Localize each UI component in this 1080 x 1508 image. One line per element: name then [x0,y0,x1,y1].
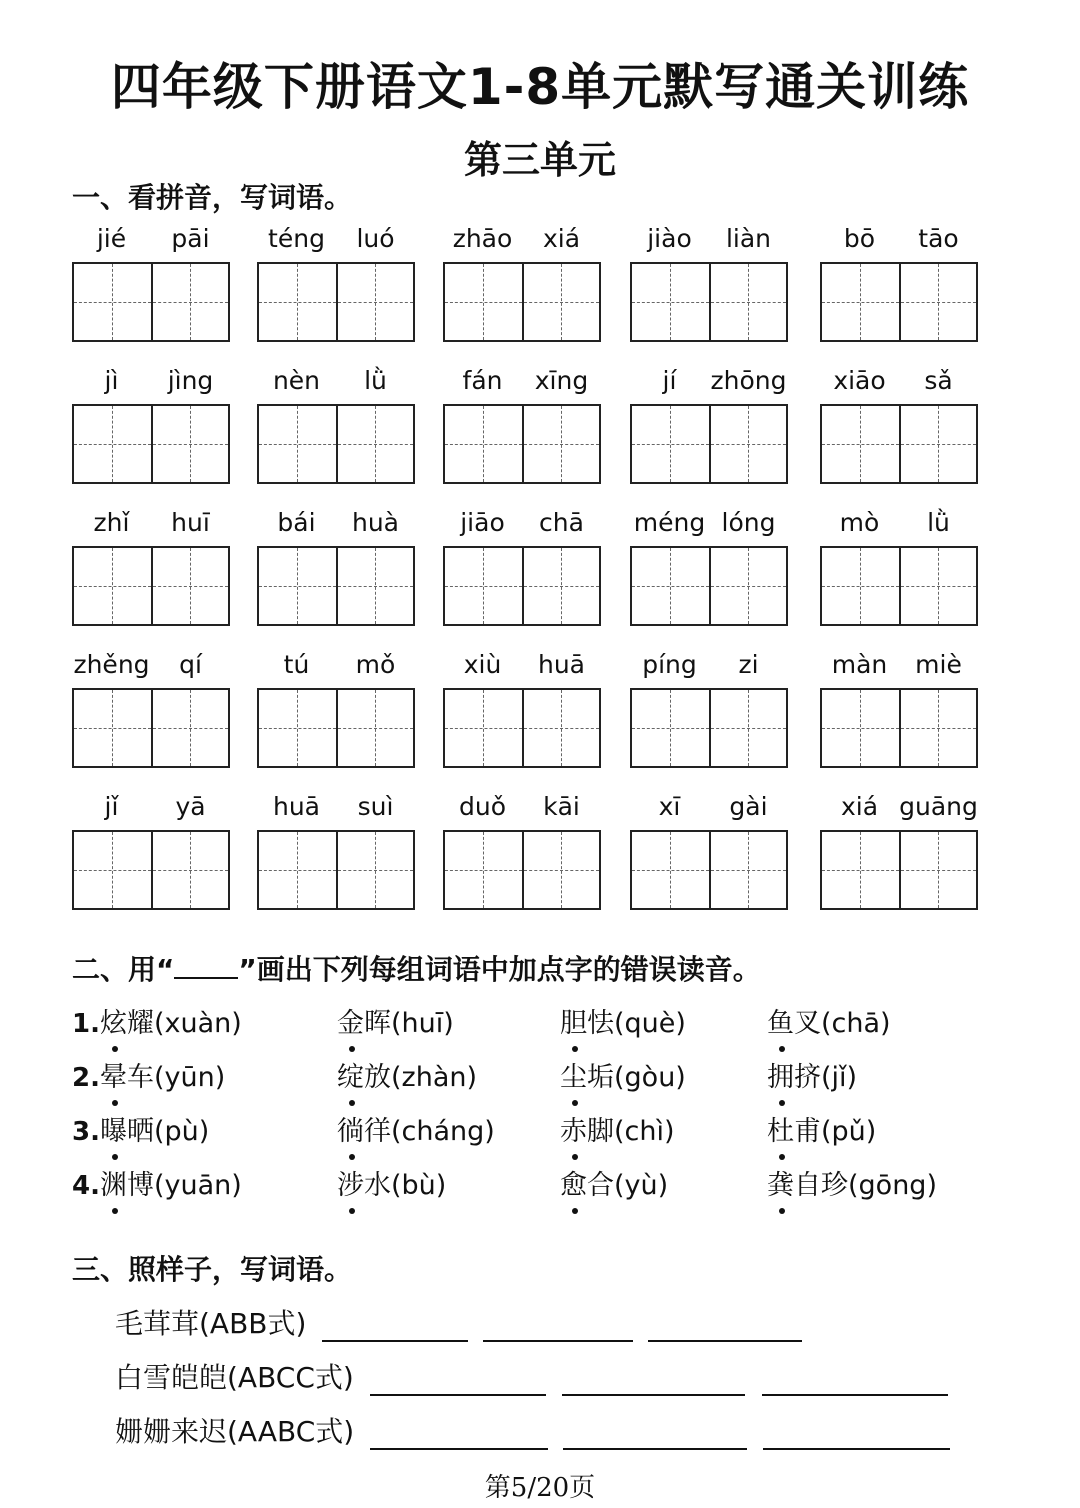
question-row [72,1004,1032,1048]
pinyin-syllable: zi [738,650,759,679]
word-with-pinyin[interactable]: 胆怯(què) [560,1008,686,1039]
tianzige-cell[interactable] [259,690,336,766]
pinyin-word [820,222,978,256]
writing-boxes[interactable] [443,404,601,484]
pinyin-row [630,648,788,682]
pinyin-row [72,506,230,540]
emphasis-dot [112,1100,118,1106]
pinyin-syllable: chā [539,508,584,537]
pinyin-word [630,364,788,398]
pinyin-syllable: méng [633,508,706,537]
pinyin-syllable: nèn [272,366,321,395]
pinyin-row [257,222,415,256]
pinyin-row [72,790,230,824]
writing-boxes[interactable] [72,404,230,484]
pinyin-row [257,506,415,540]
answer-blank[interactable] [370,1448,548,1450]
tianzige-cell[interactable] [522,406,599,482]
emphasis-dot [572,1046,578,1052]
answer-blank[interactable] [762,1394,948,1396]
tianzige-cell[interactable] [522,264,599,340]
pinyin-word [630,648,788,682]
pinyin-syllable: bái [277,508,316,537]
pinyin-syllable: kāi [543,792,580,821]
word-with-pinyin[interactable]: 曝晒(pù) [100,1116,210,1147]
pinyin-syllable: jìng [167,366,214,395]
pinyin-syllable: píng [642,650,697,679]
pinyin-word [630,222,788,256]
answer-blank[interactable] [648,1340,802,1342]
pinyin-syllable: xīng [534,366,589,395]
writing-boxes[interactable] [72,688,230,768]
writing-boxes[interactable] [820,262,978,342]
pinyin-syllable: lǜ [364,366,387,395]
word-with-pinyin[interactable]: 赤脚(chì) [560,1116,675,1147]
writing-boxes[interactable] [630,404,788,484]
pinyin-row [630,222,788,256]
pinyin-syllable: mò [839,508,880,537]
pinyin-word [257,364,415,398]
pinyin-row [443,506,601,540]
emphasis-dot [349,1208,355,1214]
writing-boxes[interactable] [257,830,415,910]
emphasis-dot [349,1046,355,1052]
answer-blank[interactable] [563,1448,747,1450]
page-number: 第5/20页 [484,1473,596,1503]
pinyin-syllable: xiāo [833,366,886,395]
question-row [72,1112,1032,1156]
tianzige-cell[interactable] [259,548,336,624]
pinyin-row [820,364,978,398]
tianzige-cell[interactable] [899,548,976,624]
tianzige-cell[interactable] [445,548,522,624]
emphasis-dot [349,1100,355,1106]
pinyin-syllable: tāo [918,224,959,253]
pinyin-word [72,790,230,824]
pinyin-row [820,790,978,824]
writing-boxes[interactable] [630,688,788,768]
pinyin-word [72,506,230,540]
writing-boxes[interactable] [630,830,788,910]
tianzige-cell[interactable] [632,264,709,340]
pinyin-syllable: téng [268,224,325,253]
pinyin-syllable: jì [104,366,119,395]
section2-heading [72,950,761,990]
emphasis-dot [112,1154,118,1160]
pinyin-row [630,506,788,540]
tianzige-cell[interactable] [522,832,599,908]
pinyin-word [820,506,978,540]
tianzige-cell[interactable] [336,832,413,908]
pinyin-row [443,222,601,256]
pinyin-syllable: lǜ [927,508,950,537]
pattern-example: 毛茸茸(ABB式) [115,1307,307,1340]
tianzige-cell[interactable] [632,548,709,624]
answer-blank[interactable] [562,1394,745,1396]
word-with-pinyin[interactable]: 涉水(bù) [337,1170,447,1201]
emphasis-dot [572,1208,578,1214]
tianzige-cell[interactable] [74,548,151,624]
writing-boxes[interactable] [820,688,978,768]
pinyin-syllable: huā [537,650,585,679]
pinyin-row [72,648,230,682]
word-with-pinyin[interactable]: 晕车(yūn) [100,1062,226,1093]
tianzige-cell[interactable] [899,690,976,766]
writing-boxes[interactable] [257,262,415,342]
pattern-example: 白雪皑皑(ABCC式) [115,1361,354,1394]
pinyin-word [630,790,788,824]
pinyin-word [443,364,601,398]
section1-heading: 一、看拼音，写词语。 [72,181,353,214]
pinyin-syllable: xiù [463,650,502,679]
pinyin-syllable: bō [843,224,876,253]
pinyin-row [443,364,601,398]
tianzige-cell[interactable] [336,548,413,624]
pinyin-word [72,364,230,398]
tianzige-cell[interactable] [709,406,786,482]
word-with-pinyin[interactable]: 鱼叉(chā) [767,1008,891,1039]
word-with-pinyin[interactable]: 徜徉(cháng) [337,1116,495,1147]
pinyin-word [820,648,978,682]
pinyin-word [820,790,978,824]
question-number: 3. [72,1117,100,1147]
pinyin-syllable: mǒ [355,650,396,679]
emphasis-dot [572,1154,578,1160]
section2-heading-before: 二、用“ [72,953,175,986]
tianzige-cell[interactable] [899,406,976,482]
pinyin-syllable: huī [171,508,210,537]
pinyin-syllable: jí [662,366,677,395]
writing-boxes[interactable] [257,688,415,768]
pinyin-word [257,790,415,824]
tianzige-cell[interactable] [522,690,599,766]
writing-boxes[interactable] [72,262,230,342]
tianzige-cell[interactable] [445,406,522,482]
pinyin-row [630,790,788,824]
pinyin-syllable: tú [283,650,310,679]
question-row [72,1058,1032,1102]
writing-boxes[interactable] [257,546,415,626]
tianzige-cell[interactable] [151,548,228,624]
tianzige-cell[interactable] [74,690,151,766]
tianzige-cell[interactable] [259,264,336,340]
tianzige-cell[interactable] [632,406,709,482]
pinyin-row [820,506,978,540]
pattern-row [115,1412,965,1456]
pinyin-word [443,790,601,824]
pinyin-row [820,648,978,682]
pinyin-word [72,222,230,256]
pinyin-row [257,790,415,824]
tianzige-cell[interactable] [74,406,151,482]
pinyin-syllable: lóng [721,508,776,537]
pinyin-word [257,648,415,682]
writing-boxes[interactable] [72,830,230,910]
pinyin-syllable: luó [356,224,395,253]
section2-heading-after: ”画出下列每组词语中加点字的错误读音。 [238,953,761,986]
tianzige-cell[interactable] [445,832,522,908]
writing-boxes[interactable] [630,262,788,342]
emphasis-dot [779,1154,785,1160]
tianzige-cell[interactable] [709,690,786,766]
pinyin-syllable: gài [729,792,768,821]
answer-blank[interactable] [370,1394,546,1396]
writing-boxes[interactable] [257,404,415,484]
question-row [72,1166,1032,1210]
pinyin-syllable: huā [272,792,320,821]
pinyin-syllable: jiào [647,224,692,253]
pinyin-syllable: jiāo [460,508,505,537]
pinyin-row [72,364,230,398]
pinyin-word [443,648,601,682]
pinyin-syllable: qí [179,650,202,679]
tianzige-cell[interactable] [445,264,522,340]
tianzige-cell[interactable] [151,264,228,340]
tianzige-cell[interactable] [709,548,786,624]
pinyin-syllable: zhōng [710,366,787,395]
tianzige-cell[interactable] [822,690,899,766]
pinyin-row [820,222,978,256]
emphasis-dot [572,1100,578,1106]
word-with-pinyin[interactable]: 尘垢(gòu) [560,1062,686,1093]
writing-boxes[interactable] [443,688,601,768]
tianzige-cell[interactable] [632,832,709,908]
pinyin-syllable: xī [658,792,681,821]
pinyin-syllable: suì [357,792,394,821]
emphasis-dot [779,1046,785,1052]
answer-blank[interactable] [483,1340,633,1342]
page-title: 四年级下册语文1-8单元默写通关训练 [110,58,970,116]
tianzige-cell[interactable] [522,548,599,624]
tianzige-cell[interactable] [336,264,413,340]
section3-heading: 三、照样子，写词语。 [72,1253,353,1286]
pinyin-syllable: zhāo [452,224,513,253]
pinyin-syllable: xiá [840,792,879,821]
tianzige-cell[interactable] [822,406,899,482]
unit-subtitle: 第三单元 [463,138,616,182]
pinyin-syllable: xiá [542,224,581,253]
tianzige-cell[interactable] [259,406,336,482]
pattern-example: 姗姗来迟(AABC式) [115,1415,355,1448]
word-with-pinyin[interactable]: 绽放(zhàn) [337,1062,478,1093]
pinyin-word [72,648,230,682]
word-with-pinyin[interactable]: 渊博(yuān) [100,1170,242,1201]
tianzige-cell[interactable] [74,264,151,340]
emphasis-dot [779,1100,785,1106]
pinyin-word [257,222,415,256]
answer-blank[interactable] [322,1340,468,1342]
pinyin-syllable: huà [351,508,399,537]
writing-boxes[interactable] [443,546,601,626]
underline-sample [174,953,238,979]
tianzige-cell[interactable] [822,548,899,624]
writing-boxes[interactable] [820,404,978,484]
pinyin-syllable: liàn [725,224,772,253]
pinyin-row [630,364,788,398]
pinyin-word [630,506,788,540]
tianzige-cell[interactable] [899,264,976,340]
pinyin-row [443,648,601,682]
question-number: 4. [72,1171,100,1201]
pinyin-syllable: yā [175,792,206,821]
pattern-row [115,1358,965,1402]
writing-boxes[interactable] [72,546,230,626]
writing-boxes[interactable] [443,262,601,342]
word-with-pinyin[interactable]: 愈合(yù) [560,1170,669,1201]
emphasis-dot [112,1208,118,1214]
tianzige-cell[interactable] [151,832,228,908]
pinyin-word [257,506,415,540]
writing-boxes[interactable] [820,546,978,626]
pinyin-syllable: pāi [171,224,210,253]
pinyin-syllable: jié [96,224,127,253]
pinyin-row [443,790,601,824]
tianzige-cell[interactable] [336,406,413,482]
pinyin-syllable: jǐ [104,792,119,821]
word-with-pinyin[interactable]: 杜甫(pǔ) [767,1116,877,1147]
pinyin-word [820,364,978,398]
tianzige-cell[interactable] [74,832,151,908]
word-with-pinyin[interactable]: 炫耀(xuàn) [100,1008,242,1039]
pinyin-syllable: miè [915,650,962,679]
tianzige-cell[interactable] [822,264,899,340]
question-number: 1. [72,1009,100,1039]
writing-boxes[interactable] [630,546,788,626]
pinyin-word [443,506,601,540]
tianzige-cell[interactable] [632,690,709,766]
tianzige-cell[interactable] [899,832,976,908]
pinyin-syllable: duǒ [458,792,506,821]
tianzige-cell[interactable] [709,832,786,908]
tianzige-cell[interactable] [445,690,522,766]
pinyin-word [443,222,601,256]
question-number: 2. [72,1063,100,1093]
pinyin-syllable: zhěng [73,650,150,679]
tianzige-cell[interactable] [822,832,899,908]
pinyin-syllable: fán [462,366,503,395]
pinyin-syllable: màn [831,650,888,679]
pinyin-syllable: zhǐ [93,508,130,537]
pinyin-row [257,364,415,398]
emphasis-dot [779,1208,785,1214]
emphasis-dot [349,1154,355,1160]
pattern-row [115,1304,965,1348]
tianzige-cell[interactable] [709,264,786,340]
answer-blank[interactable] [763,1448,950,1450]
tianzige-cell[interactable] [336,690,413,766]
pinyin-row [257,648,415,682]
emphasis-dot [112,1046,118,1052]
tianzige-cell[interactable] [151,406,228,482]
pinyin-syllable: guāng [899,792,978,821]
pinyin-row [72,222,230,256]
pinyin-syllable: sǎ [924,366,953,395]
tianzige-cell[interactable] [259,832,336,908]
word-with-pinyin[interactable]: 龚自珍(gōng) [767,1170,937,1201]
writing-boxes[interactable] [443,830,601,910]
word-with-pinyin[interactable]: 拥挤(jǐ) [767,1062,858,1093]
writing-boxes[interactable] [820,830,978,910]
tianzige-cell[interactable] [151,690,228,766]
word-with-pinyin[interactable]: 金晖(huī) [337,1008,454,1039]
